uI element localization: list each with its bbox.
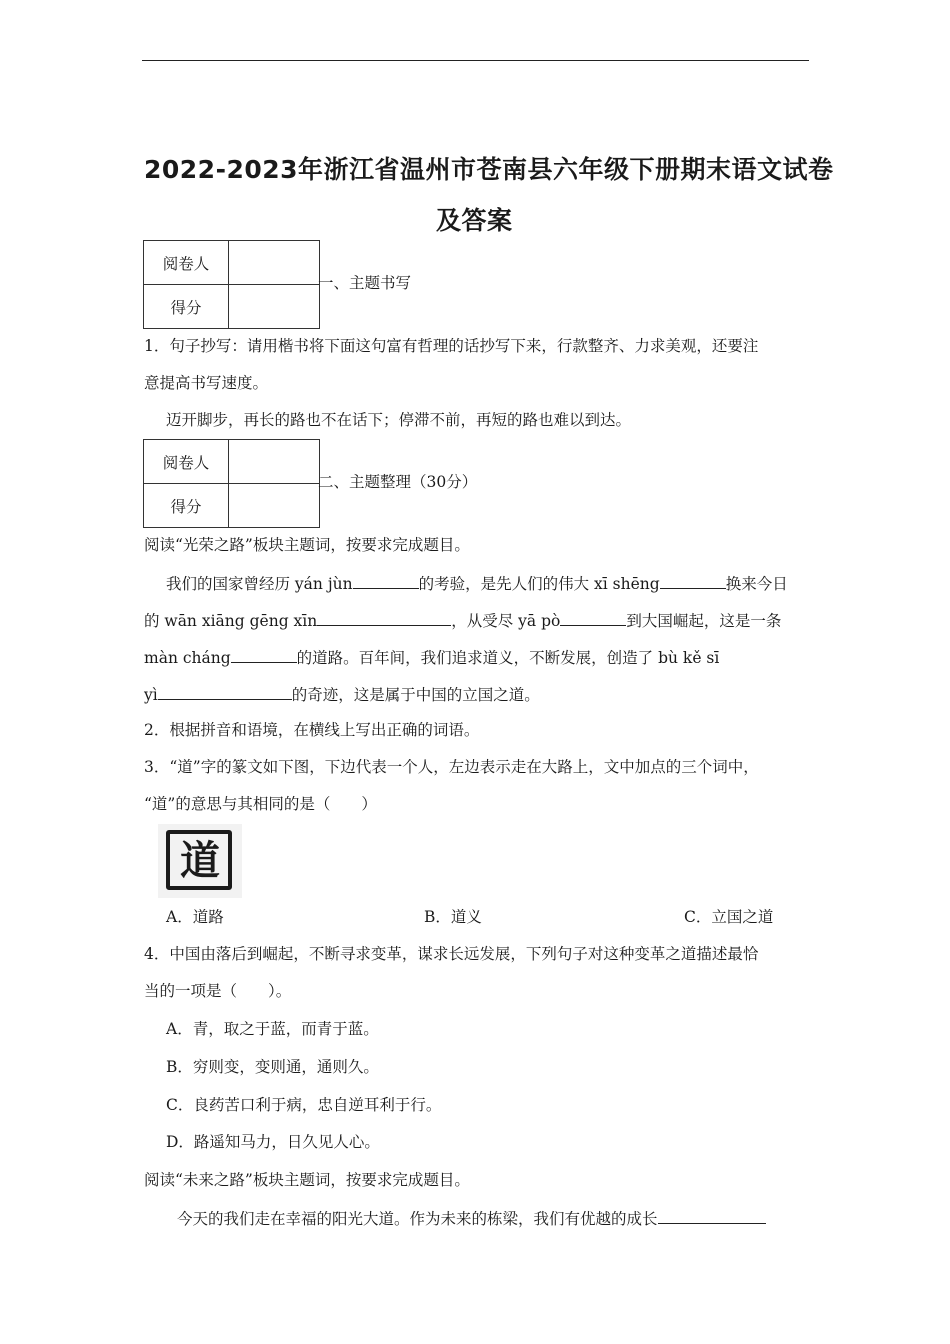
reviewer-cell[interactable] [229, 440, 320, 484]
score-cell[interactable] [229, 484, 320, 528]
passage-text: 的奇迹，这是属于中国的立国之道。 [291, 686, 540, 704]
passage-text: 我们的国家曾经历 yán jùn [166, 575, 353, 593]
q4-option-a[interactable]: A．青，取之于蓝，而青于蓝。 [166, 1020, 379, 1038]
answer-blank[interactable] [317, 609, 451, 626]
passage-line-4 [144, 683, 540, 705]
score-table-1 [143, 240, 320, 329]
option-b[interactable]: B．道义 [424, 908, 482, 926]
option-c[interactable]: C．立国之道 [684, 908, 774, 926]
passage-text: 今天的我们走在幸福的阳光大道。作为未来的栋梁，我们有优越的成长 [177, 1210, 658, 1228]
passage-line-3 [144, 646, 719, 668]
reviewer-label: 阅卷人 [144, 241, 229, 285]
passage-line-2 [144, 609, 781, 631]
reading-intro: 阅读“光荣之路”板块主题词，按要求完成题目。 [144, 536, 470, 554]
answer-blank[interactable] [560, 609, 626, 626]
reviewer-cell[interactable] [229, 241, 320, 285]
score-label: 得分 [144, 285, 229, 329]
score-cell[interactable] [229, 285, 320, 329]
question-4-cont: 当的一项是（ ）。 [144, 982, 292, 1000]
seal-script-image [158, 824, 242, 898]
q4-option-b[interactable]: B．穷则变，变则通，通则久。 [166, 1058, 379, 1076]
option-a[interactable]: A．道路 [166, 908, 224, 926]
score-label: 得分 [144, 484, 229, 528]
passage-text: 到大国崛起，这是一条 [626, 612, 782, 630]
question-3-cont: “道”的意思与其相同的是（ ） [144, 795, 377, 813]
passage-last-line [177, 1207, 766, 1229]
section1-heading: 一、主题书写 [318, 274, 412, 292]
question-3: 3．“道”字的篆文如下图，下边代表一个人，左边表示走在大路上，文中加点的三个词中， [144, 758, 759, 776]
answer-blank[interactable] [353, 572, 419, 589]
passage-text: 的道路。百年间，我们追求道义，不断发展，创造了 bù kě sī [296, 649, 720, 667]
question-2: 2．根据拼音和语境，在横线上写出正确的词语。 [144, 721, 480, 739]
q4-option-d[interactable]: D．路遥知马力，日久见人心。 [166, 1133, 380, 1151]
passage-text: 的考验，是先人们的伟大 xī shēng [418, 575, 660, 593]
q4-option-c[interactable]: C．良药苦口利于病，忠自逆耳利于行。 [166, 1096, 442, 1114]
seal-character: 道 [180, 837, 220, 884]
answer-blank[interactable] [660, 572, 726, 589]
answer-blank[interactable] [658, 1207, 766, 1224]
header-rule [142, 60, 809, 61]
reading-intro-2: 阅读“未来之路”板块主题词，按要求完成题目。 [144, 1171, 470, 1189]
quote-sentence: 迈开脚步，再长的路也不在话下；停滞不前，再短的路也难以到达。 [166, 411, 632, 429]
passage-text: 换来今日 [725, 575, 788, 593]
score-table-2 [143, 439, 320, 528]
answer-blank[interactable] [231, 646, 297, 663]
page-title-line2: 及答案 [436, 206, 513, 235]
reviewer-label: 阅卷人 [144, 440, 229, 484]
page-title: 2022-2023年浙江省温州市苍南县六年级下册期末语文试卷 [144, 155, 834, 184]
passage-text: màn cháng [144, 649, 231, 667]
passage-line-1 [166, 572, 788, 594]
answer-blank[interactable] [158, 683, 292, 700]
passage-text: ，从受尽 yā pò [451, 612, 561, 630]
question-1: 1．句子抄写：请用楷书将下面这句富有哲理的话抄写下来，行款整齐、力求美观，还要注 [144, 337, 759, 355]
question-1-cont: 意提高书写速度。 [144, 374, 269, 392]
section2-heading: 二、主题整理（30分） [318, 473, 478, 491]
passage-text: yì [144, 686, 158, 704]
question-4: 4．中国由落后到崛起，不断寻求变革，谋求长远发展，下列句子对这种变革之道描述最恰 [144, 945, 759, 963]
passage-text: 的 wān xiāng gēng xīn [144, 612, 318, 630]
